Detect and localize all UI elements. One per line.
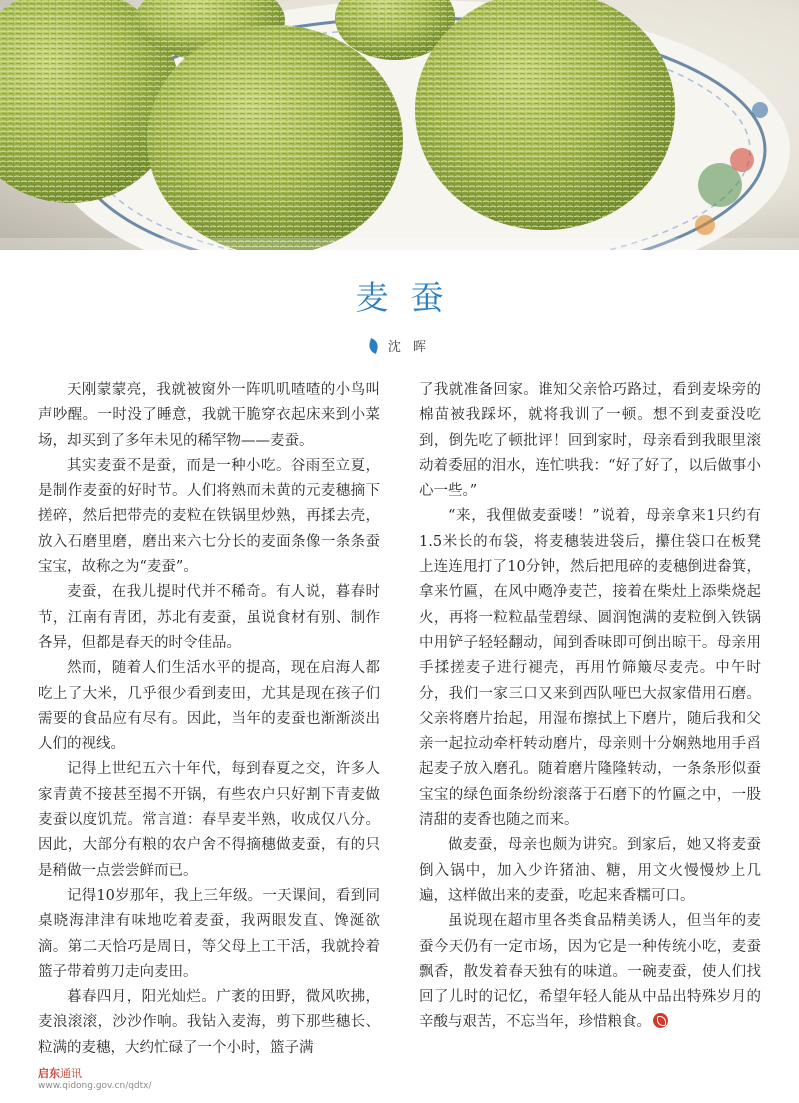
- footer-brand: [38, 1067, 152, 1080]
- paragraph: 其实麦蚕不是蚕，而是一种小吃。谷雨至立夏，是制作麦蚕的好时节。人们将熟而未黄的元麦穗摘下搓碎，然后把带壳的麦粒在铁锅里炒熟，再揉去壳，放入石磨里磨，磨出来六七分长的麦面条像一条条蚕宝宝，故称之为“麦蚕”。: [38, 457, 380, 576]
- left-column: [38, 378, 380, 1061]
- seal-icon: [653, 1013, 668, 1028]
- right-column: [419, 378, 761, 1036]
- paragraph-continued: 了我就准备回家。谁知父亲恰巧路过，看到麦垛旁的棉苗被我踩坏，就将我训了一顿。想不到麦蚕没吃到，倒先吃了顿批评！回到家时，母亲看到我眼里滚动着委屈的泪水，连忙哄我：“好了好了，以后做事小心一些。”: [419, 382, 761, 500]
- leaf-icon: [367, 338, 379, 354]
- author-line: [0, 336, 799, 355]
- paragraph: 然而，随着人们生活水平的提高，现在启海人都吃上了大米，几乎很少看到麦田，尤其是现在孩子们需要的食品应有尽有。因此，当年的麦蚕也渐渐淡出人们的视线。: [38, 660, 380, 753]
- footer: [38, 1067, 152, 1092]
- final-paragraph-text: 虽说现在超市里各类食品精美诱人，但当年的麦蚕今天仍有一定市场，因为它是一种传统小吃，麦蚕飘香，散发着春天独有的味道。一碗麦蚕，使人们找回了儿时的记忆，希望年轻人能从中品出特殊岁月的辛酸与艰苦，不忘当年，珍惜粮食。: [419, 913, 761, 1031]
- food-photo-illustration: [0, 0, 799, 250]
- paragraph: “来，我俚做麦蚕喽！”说着，母亲拿来1只约有1.5米长的布袋，将麦穗装进袋后，攥住袋口在板凳上连连甩打了10分钟，然后把甩碎的麦穗倒进畚箕，拿来竹匾，在风中飏净麦芒，接着在柴灶上添柴烧起火，再将一粒粒晶莹碧绿、圆润饱满的麦粒倒入铁锅中用铲子轻轻翻动，闻到香味即可倒出晾干。母亲用手揉搓麦子进行褪壳，再用竹筛簸尽麦壳。中午时分，我们一家三口又来到西队哑巴大叔家借用石磨。父亲将磨片抬起，用湿布擦拭上下磨片，随后我和父亲一起拉动牵杆转动磨片，母亲则十分娴熟地用手舀起麦子放入磨孔。随着磨片隆隆转动，一条条形似蚕宝宝的绿色面条纷纷滚落于石磨下的竹匾之中，一股清甜的麦香也随之而来。: [419, 508, 761, 829]
- article-title: 麦蚕: [355, 278, 466, 317]
- footer-brand-a: 启东: [38, 1067, 60, 1080]
- paragraph: 做麦蚕，母亲也颇为讲究。到家后，她又将麦蚕倒入锅中，加入少许猪油、糖，用文火慢慢炒上几遍，这样做出来的麦蚕，吃起来香糯可口。: [419, 837, 761, 904]
- footer-brand-b: 通讯: [60, 1067, 82, 1080]
- paragraph: 记得上世纪五六十年代，每到春夏之交，许多人家青黄不接甚至揭不开锅，有些农户只好割下青麦做麦蚕以度饥荒。常言道：春旱麦半熟，收成仅八分。因此，大部分有粮的农户舍不得摘穗做麦蚕，有的只是稍做一点尝尝鲜而已。: [38, 761, 380, 879]
- author-name: 沈 晖: [387, 340, 431, 355]
- paragraph: 麦蚕，在我儿提时代并不稀奇。有人说，暮春时节，江南有青团，苏北有麦蚕，虽说食材有别、制作各异，但都是春天的时令佳品。: [38, 584, 380, 651]
- footer-url: www.qidong.gov.cn/qdtx/: [38, 1081, 152, 1091]
- paragraph: 记得10岁那年，我上三年级。一天课间，看到同桌晓海津津有味地吃着麦蚕，我两眼发直、馋涎欲滴。第二天恰巧是周日，等父母上工干活，我就拎着篮子带着剪刀走向麦田。: [38, 887, 380, 980]
- hero-photo: [0, 0, 799, 250]
- paragraph: 天刚蒙蒙亮，我就被窗外一阵叽叽喳喳的小鸟叫声吵醒。一时没了睡意，我就干脆穿衣起床来到小菜场，却买到了多年未见的稀罕物——麦蚕。: [38, 382, 380, 449]
- paragraph: [419, 909, 761, 1035]
- paragraph: 暮春四月，阳光灿烂。广袤的田野，微风吹拂，麦浪滚滚，沙沙作响。我钻入麦海，剪下那些穗长、粒满的麦穗，大约忙碌了一个小时，篮子满: [38, 989, 380, 1056]
